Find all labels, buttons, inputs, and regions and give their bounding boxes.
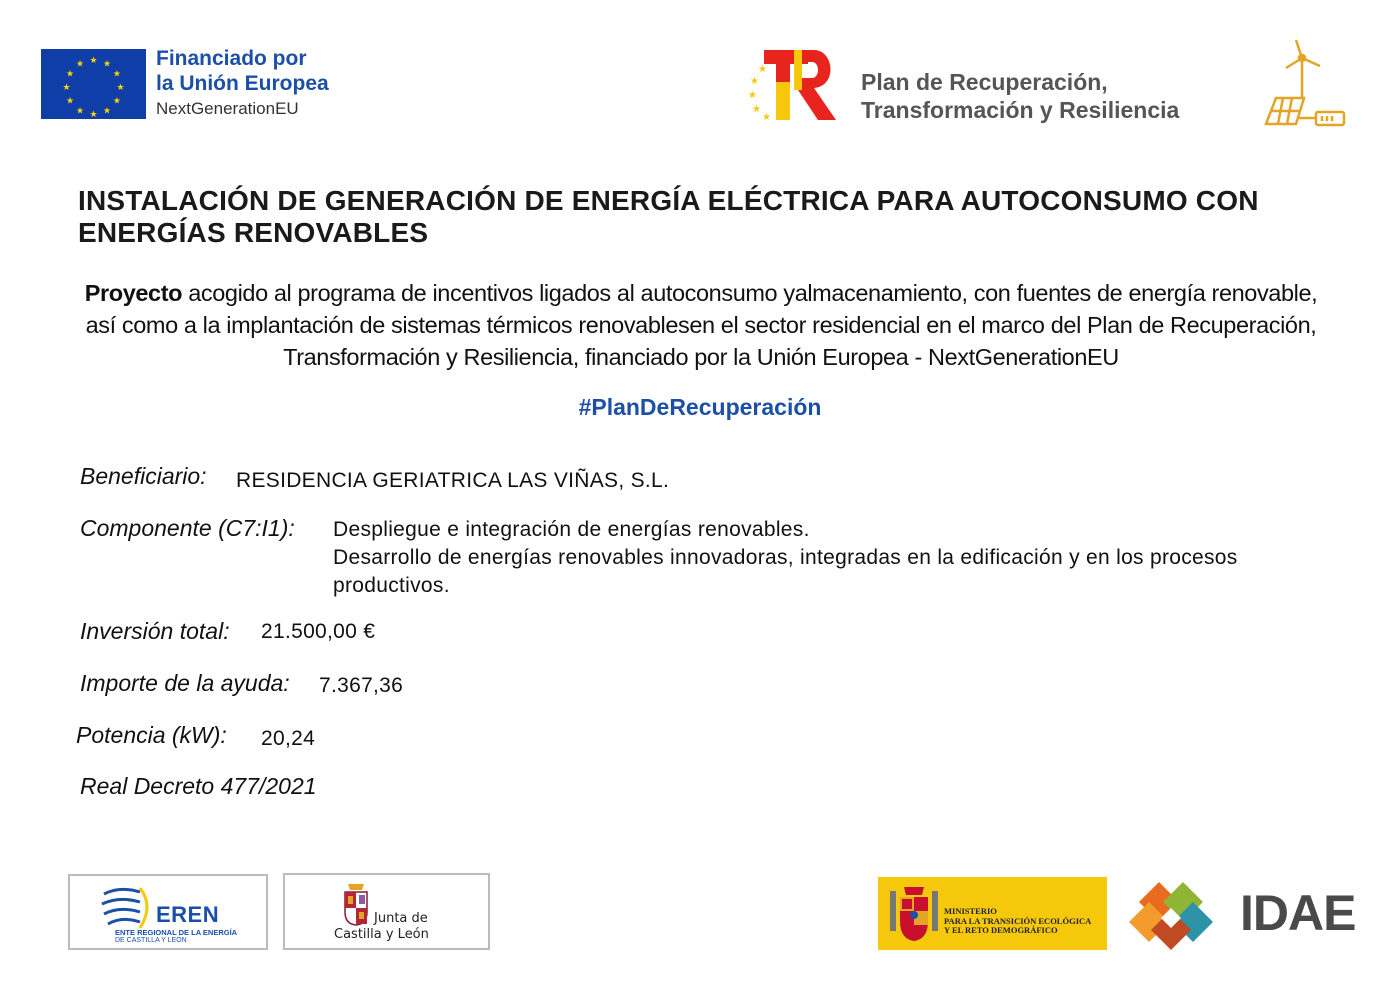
jcyl-line-2: Castilla y León [334,927,429,942]
svg-text:★: ★ [112,95,121,106]
svg-text:★: ★ [75,58,85,69]
jcyl-line-1: Junta de [374,911,428,926]
componente-value [333,516,1333,600]
svg-text:★: ★ [116,82,125,92]
inversion-label: Inversión total: [80,618,230,644]
svg-text:★: ★ [102,105,112,116]
svg-text:★: ★ [89,109,98,119]
eu-line-3: NextGenerationEU [156,99,299,118]
jcyl-logo [283,873,490,950]
eu-funding-text [156,46,329,122]
idae-word: IDAE [1240,885,1356,941]
spain-shield-icon [888,885,940,943]
eu-flag-icon [41,49,146,119]
inversion-value: 21.500,00 € [261,620,376,643]
svg-text:★: ★ [762,112,771,123]
prtr-line-1: Plan de Recuperación, [861,69,1108,95]
componente-line-2: Desarrollo de energías renovables innovadoras, integradas en la edificación y en los procesos productivos. [333,546,1238,597]
ministerio-line-1: MINISTERIO [944,906,997,916]
svg-text:★: ★ [102,58,112,69]
eren-subtitle-1: ENTE REGIONAL DE LA ENERGÍA [115,928,238,937]
eren-logo [68,874,268,950]
beneficiario-label: Beneficiario: [80,463,207,489]
hashtag: #PlanDeRecuperación [578,394,822,420]
prtr-line-2: Transformación y Resiliencia [861,97,1180,123]
eu-line-2: la Unión Europea [156,72,329,95]
intro-paragraph [76,277,1326,373]
eren-word: EREN [156,902,220,927]
componente-label: Componente (C7:I1): [80,515,295,541]
eu-line-1: Financiado por [156,47,307,70]
ministerio-line-2: PARA LA TRANSICIÓN ECOLÓGICA [944,916,1092,926]
solar-wind-icon [1256,38,1348,130]
svg-text:★: ★ [66,95,75,106]
potencia-value: 20,24 [261,727,316,750]
intro-lead: Proyecto [84,280,183,306]
intro-body: acogido al programa de incentivos ligados al autoconsumo yalmacenamiento, con fuentes de energía renovable, así como a la implantación de sistemas térmicos renovablesen el sector residencial en el marco del Plan de Recuperación, Transformación y Resiliencia, financiado por la Unión Europea - NextGenerationEU [85,280,1318,370]
svg-text:★: ★ [62,82,71,92]
importe-label: Importe de la ayuda: [80,670,290,696]
potencia-label: Potencia (kW): [76,722,227,748]
idae-logo-icon [1127,878,1237,959]
ministerio-line-3: Y EL RETO DEMOGRÁFICO [944,925,1058,935]
eren-subtitle-2: DE CASTILLA Y LEÓN [115,937,187,944]
ministerio-logo [878,877,1107,950]
eren-logo-icon [100,884,156,930]
importe-value: 7.367,36 [319,674,404,697]
svg-text:★: ★ [75,105,85,116]
beneficiario-value: RESIDENCIA GERIATRICA LAS VIÑAS, S.L. [236,469,670,492]
jcyl-shield-icon [342,882,370,926]
svg-text:★: ★ [89,55,98,65]
svg-text:★: ★ [66,68,75,79]
page-title: INSTALACIÓN DE GENERACIÓN DE ENERGÍA ELÉCTRICA PARA AUTOCONSUMO CON ENERGÍAS RENOVABLES [78,185,1259,248]
prtr-text [861,68,1179,124]
svg-text:★: ★ [750,76,759,87]
decree-text: Real Decreto 477/2021 [80,773,317,799]
svg-text:★: ★ [112,68,121,79]
svg-text:★: ★ [748,90,757,101]
prtr-logo-icon [748,46,840,124]
svg-text:★: ★ [758,64,767,75]
svg-text:★: ★ [752,104,761,115]
componente-line-1: Despliegue e integración de energías renovables. [333,518,810,541]
